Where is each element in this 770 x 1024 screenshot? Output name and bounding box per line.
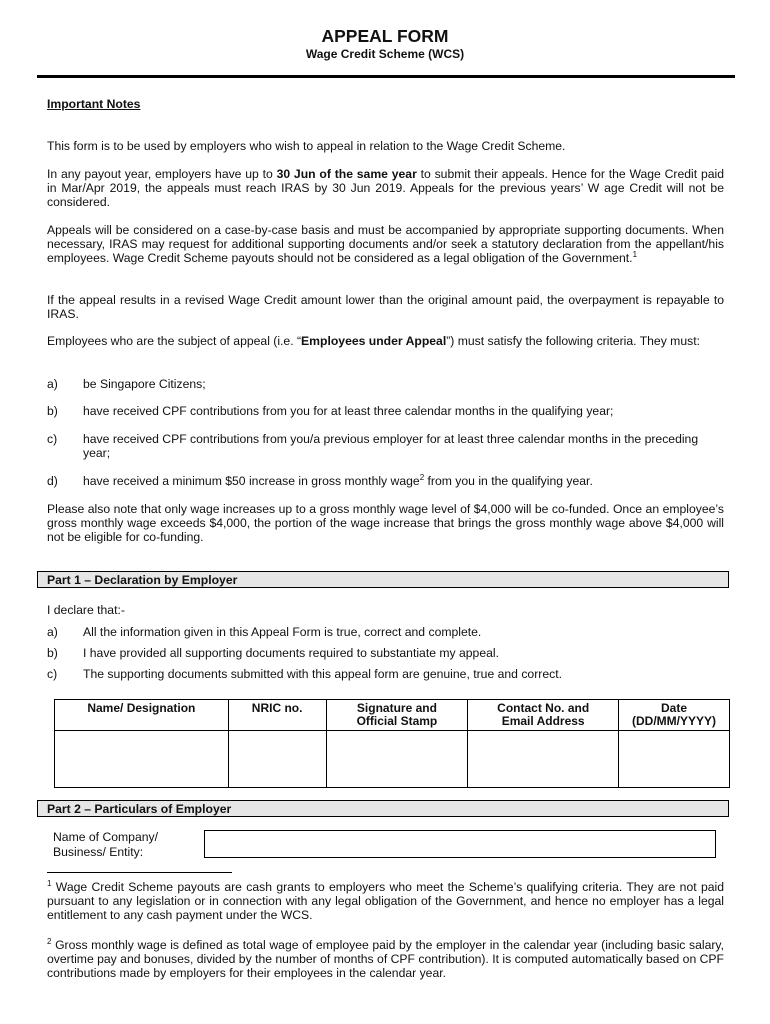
criteria-text: be Singapore Citizens;: [83, 377, 206, 391]
form-subtitle: Wage Credit Scheme (WCS): [305, 47, 465, 61]
declaration-text: I have provided all supporting documents required to substantiate my appeal.: [83, 646, 499, 660]
note-paragraph-1: This form is to be used by employers who wish to appeal in relation to the Wage Credit Scheme.: [47, 139, 566, 153]
criteria-text: have received CPF contributions from you for at least three calendar months in the qualifying year;: [83, 404, 614, 418]
employees-under-appeal-term: Employees under Appeal: [301, 334, 447, 348]
footnote-number: 2: [47, 936, 52, 946]
criteria-text-part: from you in the qualifying year.: [424, 474, 593, 488]
contact-cell[interactable]: [468, 731, 619, 788]
declaration-label: c): [47, 667, 58, 681]
company-name-label: [53, 830, 158, 860]
note-p2-text-cont: to submit their appeals. Hence for the Wage Credit paid in Mar/Apr 2019, the appeals must reach IRAS by 30 Jun 2019. Appeals for the previous years’ W age Credit will not be considered.: [47, 167, 724, 209]
company-label-line: Name of Company/: [53, 830, 158, 844]
declaration-label: a): [47, 625, 58, 639]
footnote-text: Wage Credit Scheme payouts are cash grants to employers who meet the Scheme’s qualifying criteria. They are not paid pursuant to any legislation or in connection with any legal obligation of the Government, and hence no employer has a legal entitlement to any cash payment under the WCS.: [47, 880, 724, 922]
note-paragraph-6: Please also note that only wage increases up to a gross monthly wage level of $4,000 will be co-funded. Once an employee’s gross monthly wage exceeds $4,000, the portion of the wage increase that brings the gross monthly wage above $4,000 will not be eligible for co-funding.: [47, 502, 724, 544]
note-p2-deadline: 30 Jun of the same year: [276, 167, 417, 181]
criteria-text-part: have received a minimum $50 increase in gross monthly wage: [83, 474, 420, 488]
date-cell[interactable]: [619, 731, 730, 788]
declaration-table-header-row: [55, 700, 730, 731]
column-header-text: (DD/MM/YYYY): [632, 714, 716, 728]
note-paragraph-4: If the appeal results in a revised Wage Credit amount lower than the original amount paid, the overpayment is repayable to IRAS.: [47, 293, 724, 321]
criteria-label: b): [47, 404, 58, 418]
column-header-text: Contact No. and: [497, 701, 590, 715]
name-designation-cell[interactable]: [55, 731, 229, 788]
declaration-label: b): [47, 646, 58, 660]
note-p5-text: Employees who are the subject of appeal (i.e. “: [47, 334, 302, 348]
part2-heading: Part 2 – Particulars of Employer: [37, 800, 729, 817]
footnote-1: [47, 880, 724, 922]
column-header-text: Name/ Designation: [87, 701, 196, 715]
column-header-contact: [468, 700, 619, 731]
note-p2-text: In any payout year, employers have up to: [47, 167, 277, 181]
footnote-text: Gross monthly wage is defined as total wage of employee paid by the employer in the calendar year (including basic salary, overtime pay and bonuses, divided by the number of months of CPF contribution). It is computed automatically based on CPF contributions made by employers for their employees in the calendar year.: [47, 938, 724, 980]
note-paragraph-5: [47, 334, 724, 348]
form-title: APPEAL FORM: [321, 26, 449, 46]
column-header-date: [619, 700, 730, 731]
signature-cell[interactable]: [326, 731, 468, 788]
declaration-text: All the information given in this Appeal Form is true, correct and complete.: [83, 625, 482, 639]
criteria-text: [83, 474, 724, 488]
column-header-name-designation: [55, 700, 229, 731]
criteria-label: c): [47, 432, 58, 446]
declaration-text: The supporting documents submitted with this appeal form are genuine, true and correct.: [83, 667, 562, 681]
column-header-text: Date: [661, 701, 688, 715]
note-paragraph-2: [47, 167, 724, 209]
important-notes-heading: Important Notes: [47, 97, 141, 111]
header-divider: [37, 75, 735, 78]
footnote-number: 1: [47, 878, 52, 888]
column-header-text: Official Stamp: [356, 714, 438, 728]
company-label-line: Business/ Entity:: [53, 845, 144, 859]
nric-cell[interactable]: [228, 731, 326, 788]
column-header-text: Email Address: [501, 714, 585, 728]
column-header-text: NRIC no.: [251, 701, 303, 715]
column-header-signature: [326, 700, 468, 731]
footnote-ref-2: 2: [419, 472, 425, 482]
declaration-intro: I declare that:-: [47, 603, 125, 617]
footnote-ref-1: 1: [632, 249, 638, 259]
criteria-text: have received CPF contributions from you/a previous employer for at least three calendar months in the preceding year;: [83, 432, 699, 460]
footnote-divider: [47, 872, 232, 873]
declaration-table: [54, 699, 730, 788]
declaration-table-entry-row: [55, 731, 730, 788]
criteria-label: a): [47, 377, 58, 391]
column-header-nric: [228, 700, 326, 731]
footnote-2: [47, 938, 724, 980]
part1-heading: Part 1 – Declaration by Employer: [37, 571, 729, 588]
note-p5-text-cont: ”) must satisfy the following criteria. They must:: [446, 334, 700, 348]
company-name-field[interactable]: [204, 830, 716, 858]
column-header-text: Signature and: [356, 701, 437, 715]
note-p3-text: Appeals will be considered on a case-by-case basis and must be accompanied by appropriate supporting documents. When necessary, IRAS may request for additional supporting documents and/or seek a statutory declaration from the appellant/his employees. Wage Credit Scheme payouts should not be considered as a legal obligation of the Government.: [47, 223, 724, 265]
note-paragraph-3: [47, 223, 724, 265]
criteria-label: d): [47, 474, 58, 488]
